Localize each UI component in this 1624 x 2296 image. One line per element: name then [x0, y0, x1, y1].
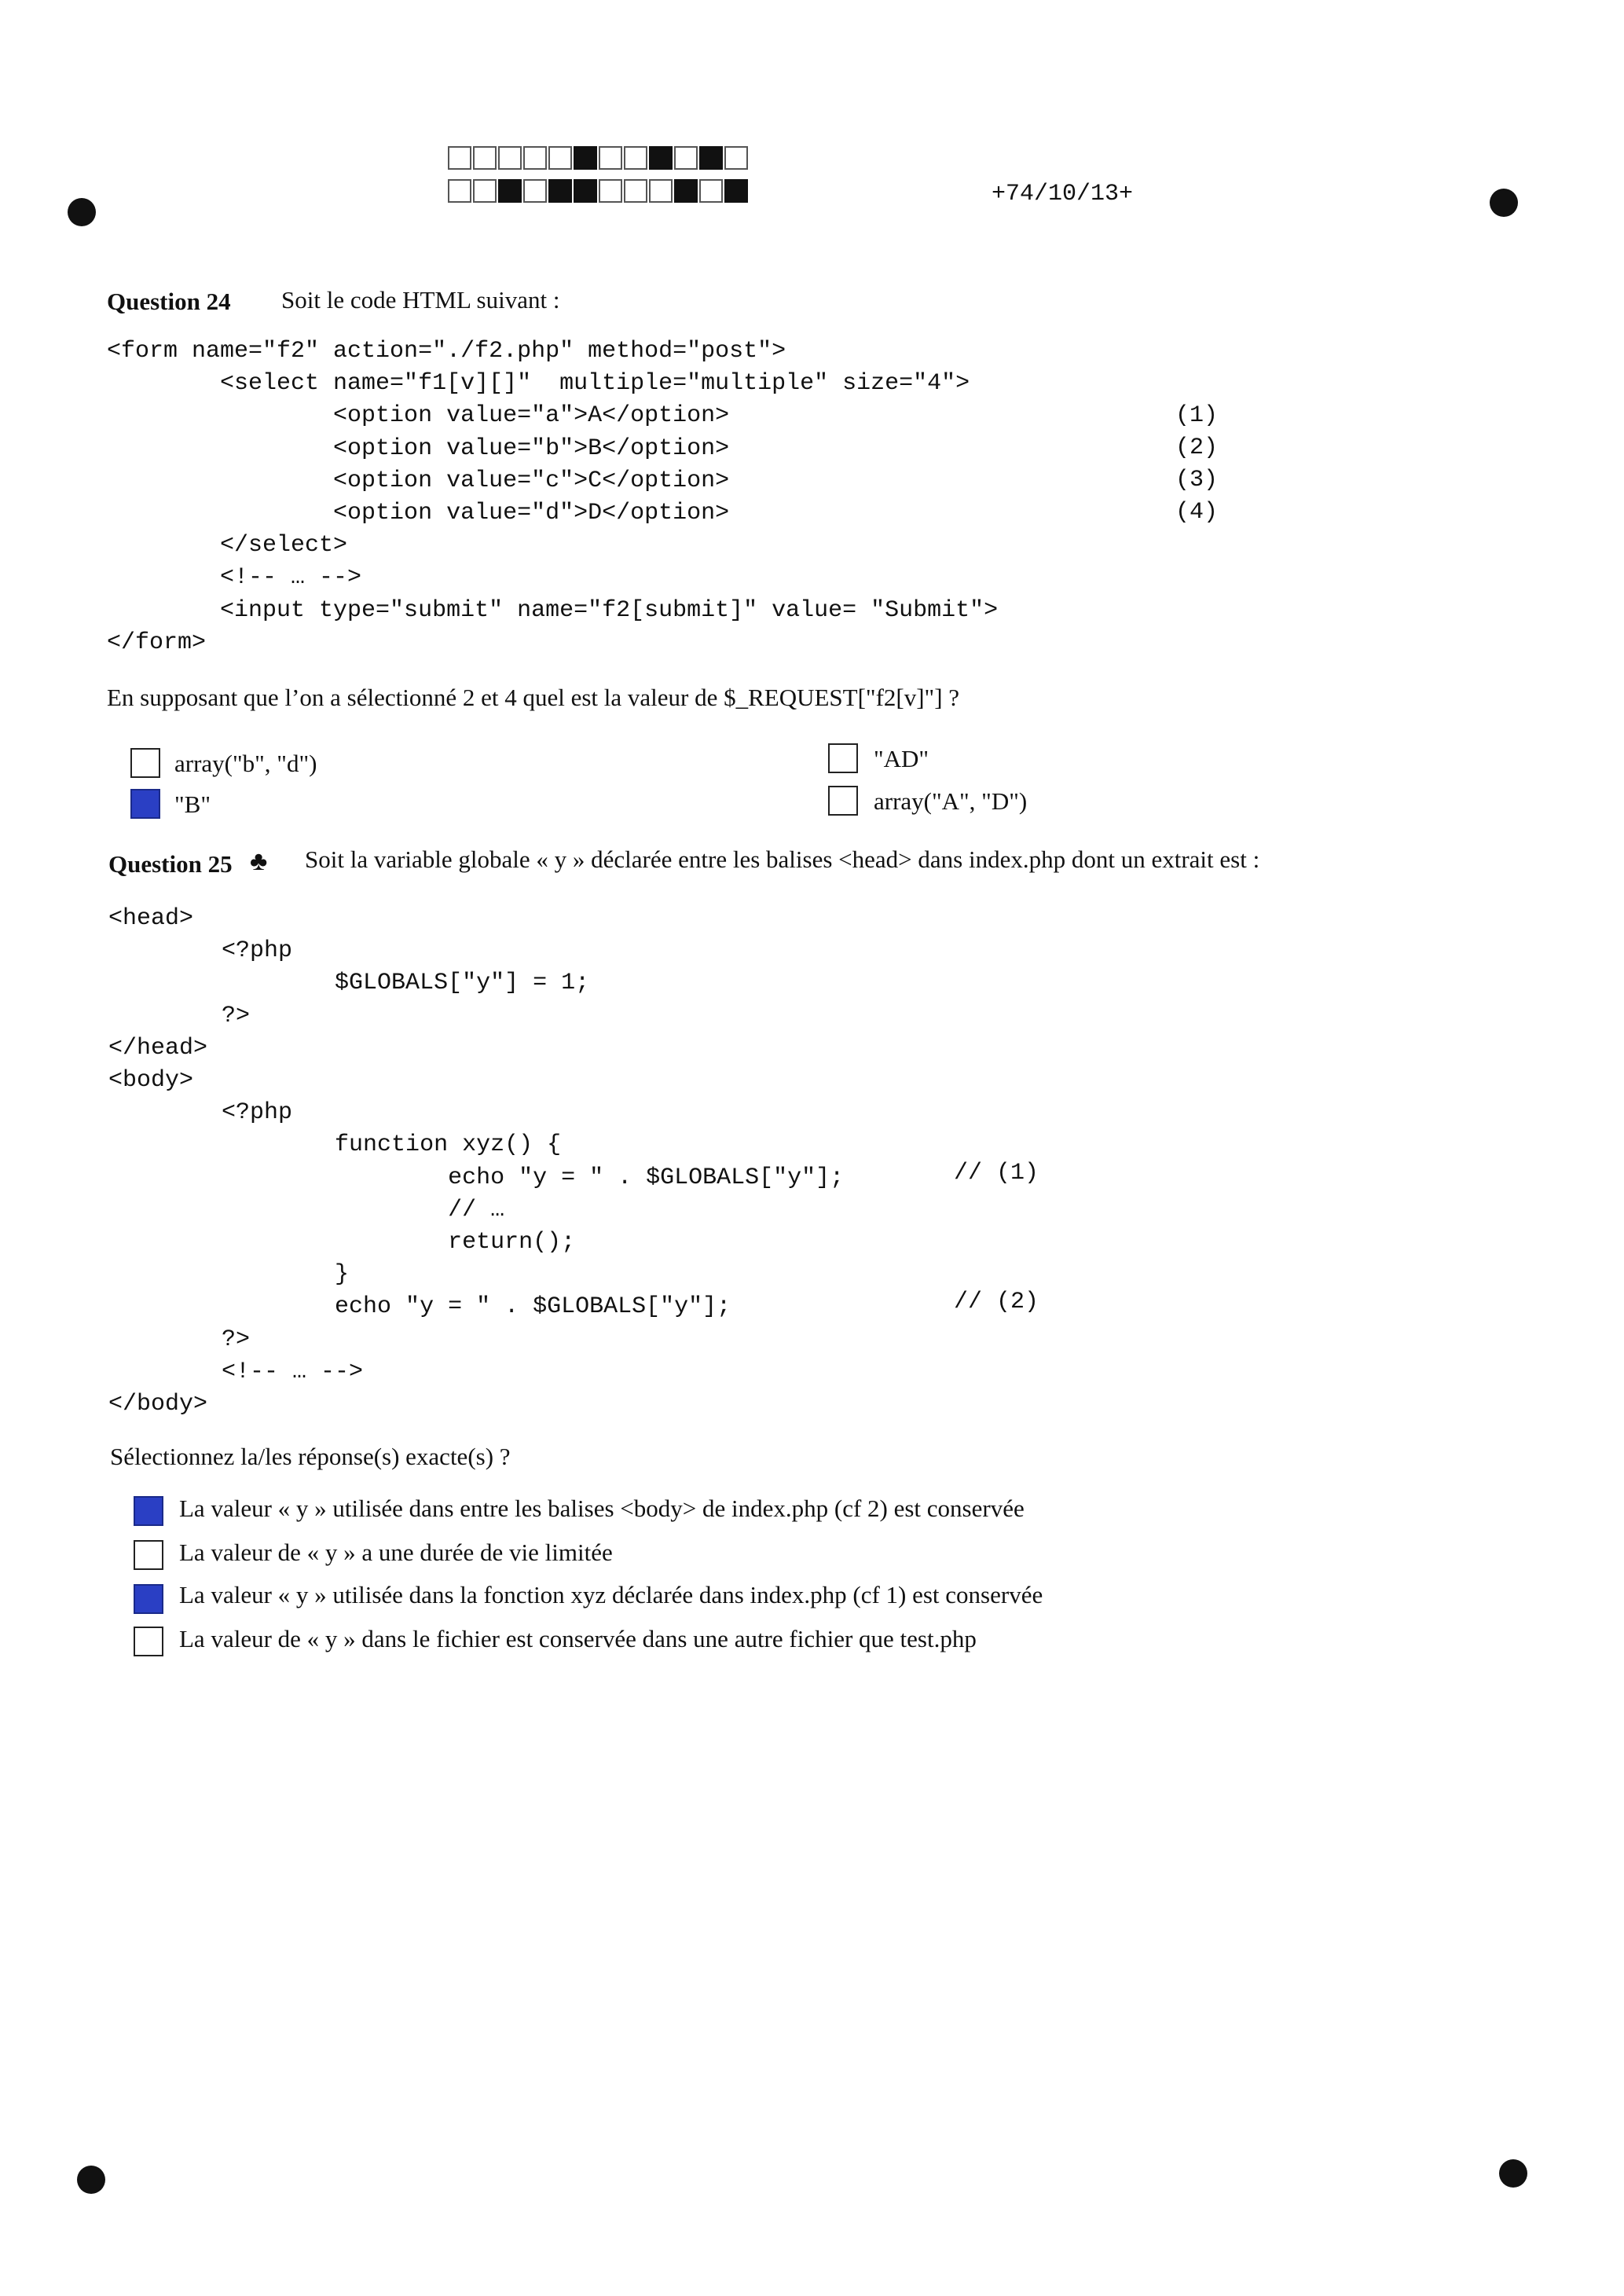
code-line: echo "y = " . $GLOBALS["y"];: [108, 1293, 731, 1321]
question-24-label: Question 24: [107, 288, 231, 315]
answer-label: La valeur de « y » dans le fichier est conservée dans une autre fichier que test.php: [179, 1625, 977, 1652]
barcode-cell: [574, 146, 597, 170]
barcode-cell: [674, 179, 698, 203]
barcode-cell: [473, 179, 497, 203]
code-line: <option value="b">B</option>: [107, 435, 730, 462]
answer-label: La valeur de « y » a une durée de vie limitée: [179, 1539, 613, 1566]
answer-label: array("b", "d"): [174, 750, 317, 777]
line-number: (2): [1175, 435, 1219, 461]
code-line: <input type="submit" name="f2[submit]" value= "Submit">: [107, 596, 999, 624]
code-line: return();: [108, 1229, 576, 1256]
code-line: $GLOBALS["y"] = 1;: [108, 970, 590, 997]
barcode-cell: [624, 179, 647, 203]
code-line: </select>: [107, 532, 348, 559]
barcode-cell: [473, 146, 497, 170]
registration-mark-top-right: [1490, 189, 1518, 217]
question-25-text: Sélectionnez la/les réponse(s) exacte(s) ?: [110, 1443, 511, 1470]
barcode-cell: [624, 146, 647, 170]
barcode-cell: [699, 179, 723, 203]
code-line: <!-- … -->: [107, 564, 362, 592]
barcode-cell: [599, 146, 622, 170]
answer-checkbox[interactable]: [134, 1496, 163, 1526]
answer-label: La valeur « y » utilisée dans la fonction xyz déclarée dans index.php (cf 1) est conservée: [179, 1581, 1043, 1608]
barcode-cell: [674, 146, 698, 170]
barcode-cell: [649, 146, 673, 170]
code-line: <body>: [108, 1067, 194, 1094]
answer-checkbox[interactable]: [134, 1540, 163, 1570]
answer-label: array("A", "D"): [874, 787, 1028, 815]
line-number: (3): [1175, 467, 1219, 493]
barcode-cell: [574, 179, 597, 203]
code-line: ?>: [108, 1002, 251, 1029]
code-line: ?>: [108, 1326, 251, 1353]
registration-mark-top-left: [68, 198, 96, 226]
question-25-label: Question 25: [108, 850, 233, 878]
answer-checkbox[interactable]: [130, 748, 160, 778]
code-line: <?php: [108, 1099, 293, 1127]
code-line: </body>: [108, 1391, 208, 1418]
question-24-text: En supposant que l’on a sélectionné 2 et 4 quel est la valeur de $_REQUEST["f2[v]"] ?: [107, 684, 960, 711]
answer-checkbox[interactable]: [828, 786, 858, 816]
code-line: // …: [108, 1196, 505, 1223]
barcode-cell: [599, 179, 622, 203]
code-comment: // (2): [954, 1289, 1039, 1315]
code-line: <head>: [108, 905, 194, 932]
code-line: }: [108, 1261, 350, 1289]
code-line: <option value="c">C</option>: [107, 467, 730, 494]
barcode-cell: [523, 146, 547, 170]
code-line: <select name="f1[v][]" multiple="multiple" size="4">: [107, 370, 970, 398]
code-line: <form name="f2" action="./f2.php" method="post">: [107, 338, 786, 365]
barcode-cell: [548, 146, 572, 170]
barcode-row-1: [448, 146, 750, 170]
code-line: <!-- … -->: [108, 1358, 364, 1385]
barcode-cell: [498, 179, 522, 203]
line-number: (1): [1175, 402, 1219, 429]
registration-mark-bottom-right: [1499, 2159, 1527, 2188]
code-line: echo "y = " . $GLOBALS["y"];: [108, 1164, 845, 1191]
answer-checkbox[interactable]: [828, 743, 858, 773]
answer-label: "B": [174, 790, 211, 818]
barcode-row-2: [448, 179, 750, 203]
answer-checkbox[interactable]: [134, 1584, 163, 1614]
barcode-cell: [699, 146, 723, 170]
registration-mark-bottom-left: [77, 2166, 105, 2194]
code-line: function xyz() {: [108, 1131, 562, 1159]
code-line: <option value="d">D</option>: [107, 500, 730, 526]
barcode-cell: [498, 146, 522, 170]
barcode-cell: [649, 179, 673, 203]
barcode-cell: [548, 179, 572, 203]
page-code: +74/10/13+: [992, 181, 1134, 207]
code-line: </form>: [107, 629, 207, 656]
code-line: <?php: [108, 937, 293, 965]
club-icon: ♣: [250, 847, 268, 876]
question-25-intro: Soit la variable globale « y » déclarée entre les balises <head> dans index.php dont un extrait est :: [305, 845, 1260, 873]
barcode-cell: [724, 146, 748, 170]
answer-checkbox[interactable]: [130, 789, 160, 819]
question-24-intro: Soit le code HTML suivant :: [281, 286, 560, 314]
line-number: (4): [1175, 499, 1219, 526]
code-comment: // (1): [954, 1160, 1039, 1187]
answer-checkbox[interactable]: [134, 1627, 163, 1656]
answer-label: La valeur « y » utilisée dans entre les balises <body> de index.php (cf 2) est conservée: [179, 1495, 1025, 1522]
code-line: <option value="a">A</option>: [107, 402, 730, 430]
barcode-cell: [523, 179, 547, 203]
code-line: </head>: [108, 1034, 208, 1062]
barcode-cell: [448, 179, 471, 203]
barcode-cell: [448, 146, 471, 170]
barcode-cell: [724, 179, 748, 203]
answer-label: "AD": [874, 745, 929, 772]
